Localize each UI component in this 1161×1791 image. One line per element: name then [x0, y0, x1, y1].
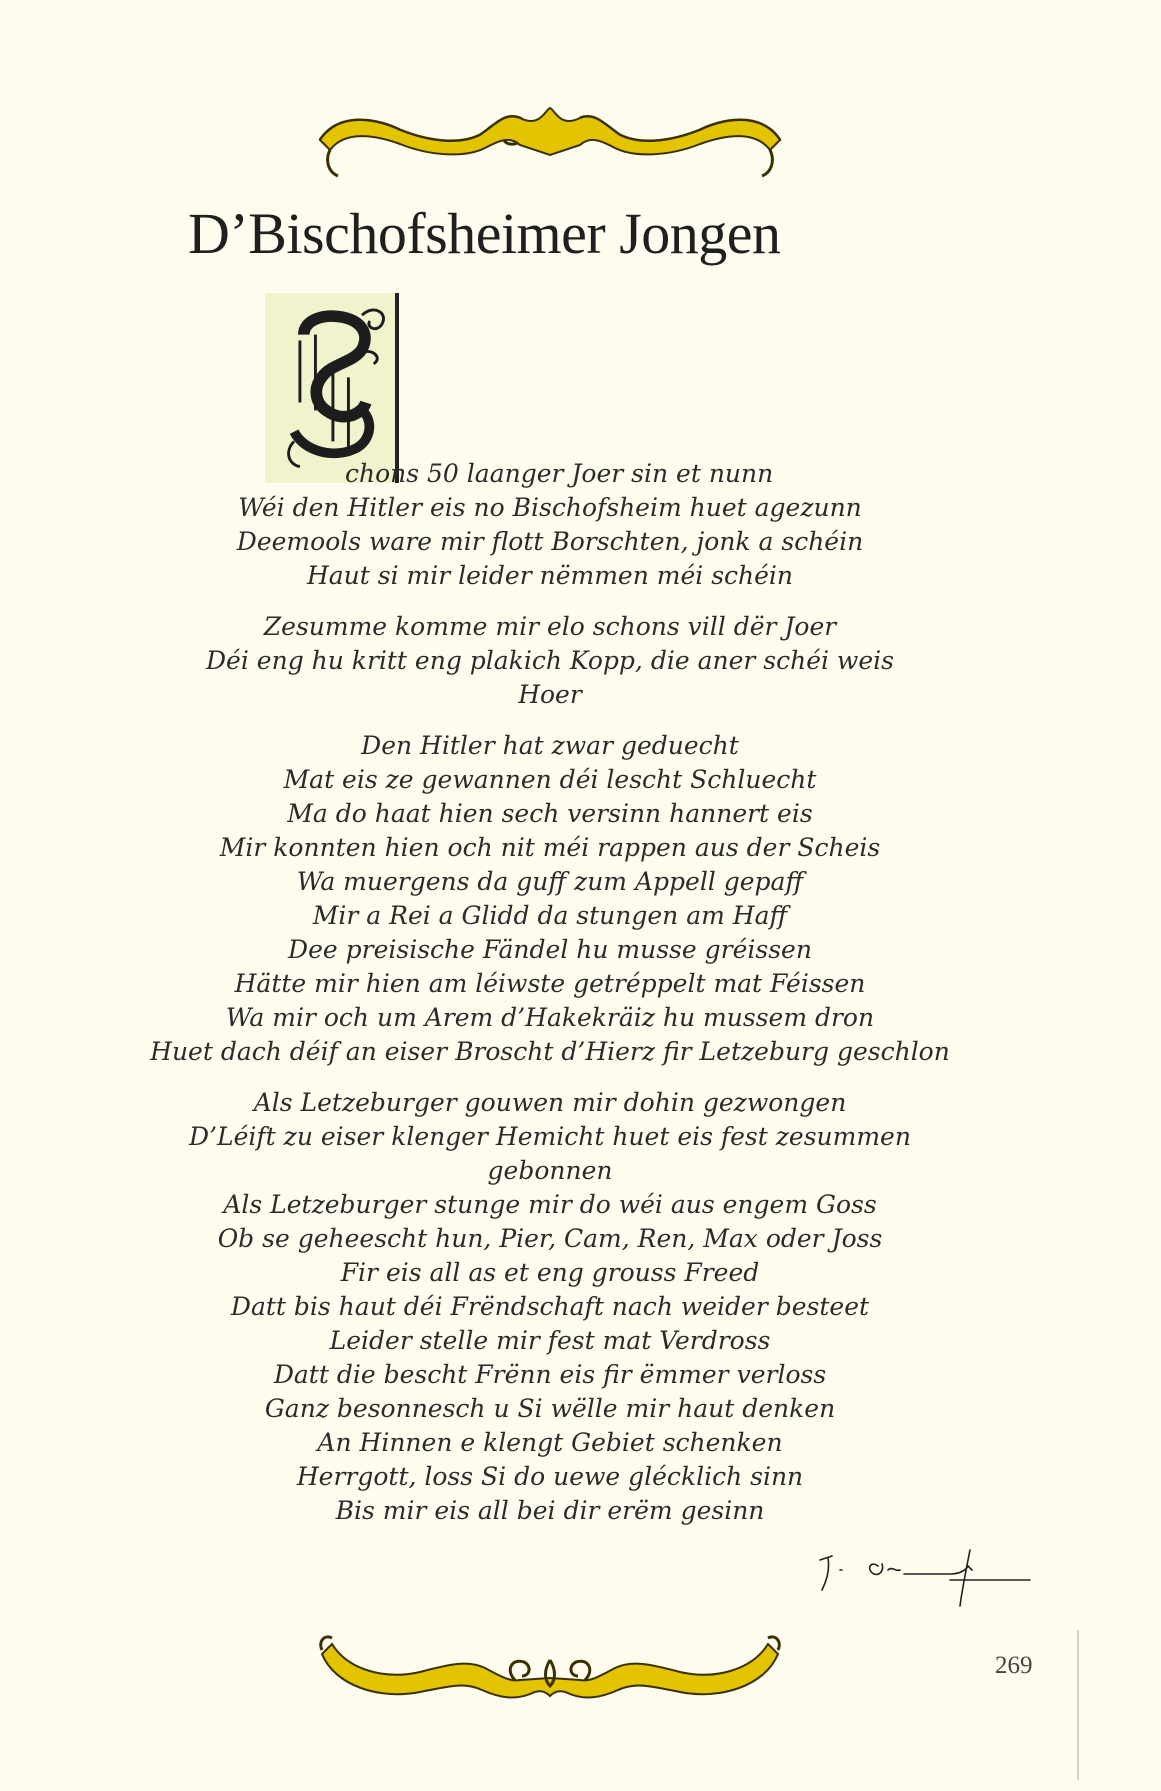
page-title: D’Bischofsheimer Jongen	[188, 201, 781, 266]
poem-line: Mat eis ze gewannen déi lescht Schluecht	[283, 765, 817, 794]
drop-initial	[265, 293, 399, 483]
poem-line: Ma do haat hien sech versinn hannert eis	[287, 799, 813, 828]
poem-line: Leider stelle mir fest mat Verdross	[329, 1326, 771, 1355]
drop-initial-s-icon	[265, 293, 395, 483]
poem-line: Als Letzeburger gouwen mir dohin gezwongen	[253, 1088, 847, 1117]
poem-line: An Hinnen e klengt Gebiet schenken	[317, 1428, 783, 1457]
bottom-ornament	[300, 1620, 800, 1712]
poem-line: Wa mir och um Arem d’Hakekräiz hu mussem dron	[225, 1003, 875, 1032]
poem-line: Zesumme komme mir elo schons vill dër Joer	[263, 612, 837, 641]
poem-line: D’Léift zu eiser klenger Hemicht huet eis fest zesummen	[189, 1122, 911, 1151]
poem-line: Ganz besonnesch u Si wëlle mir haut denken	[264, 1394, 836, 1423]
top-ornament	[300, 100, 800, 190]
poem-line: Déi eng hu kritt eng plakich Kopp, die aner schéi weis	[206, 646, 894, 675]
poem-line: Hätte mir hien am léiwste getréppelt mat Féissen	[234, 969, 866, 998]
poem-line: Deemools ware mir flott Borschten, jonk a schéin	[236, 527, 864, 556]
poem-line: Den Hitler hat zwar geduecht	[361, 731, 739, 760]
poem-line: Wéi den Hitler eis no Bischofsheim huet agezunn	[238, 493, 862, 522]
poem-line: Ob se geheescht hun, Pier, Cam, Ren, Max oder Joss	[217, 1224, 883, 1253]
poem-line: Wa muergens da guff zum Appell gepaff	[296, 867, 804, 896]
poem-line: Hoer	[518, 680, 582, 709]
poem-line: Fir eis all as et eng grouss Freed	[340, 1258, 760, 1287]
poem-line: Herrgott, loss Si do uewe glécklich sinn	[296, 1462, 804, 1491]
poem-line: Datt die bescht Frënn eis fir ëmmer verloss	[273, 1360, 827, 1389]
handwritten-signature	[800, 1530, 1040, 1610]
poem-body	[140, 457, 960, 1545]
page-number: 269	[995, 1652, 1033, 1679]
stanza	[140, 610, 960, 712]
poem-line: Dee preisische Fändel hu musse gréissen	[288, 935, 812, 964]
poem-line: Mir a Rei a Glidd da stungen am Haff	[312, 901, 788, 930]
poem-line: Haut si mir leider nëmmen méi schéin	[306, 561, 794, 590]
stanza	[140, 457, 960, 593]
poem-line: Als Letzeburger stunge mir do wéi aus engem Goss	[223, 1190, 877, 1219]
poem-line: Huet dach déif an eiser Broscht d’Hierz fir Letzeburg geschlon	[150, 1037, 950, 1066]
stanza	[140, 1086, 960, 1528]
stanza	[140, 729, 960, 1069]
poem-line: Bis mir eis all bei dir erëm gesinn	[335, 1496, 765, 1525]
poem-line: Datt bis haut déi Frëndschaft nach weider besteet	[230, 1292, 870, 1321]
poem-line: gebonnen	[487, 1156, 613, 1185]
poem-line: Mir konnten hien och nit méi rappen aus der Scheis	[219, 833, 881, 862]
poem-line: chons 50 laanger Joer sin et nunn	[345, 459, 774, 488]
page-edge-rule	[1077, 1630, 1079, 1780]
